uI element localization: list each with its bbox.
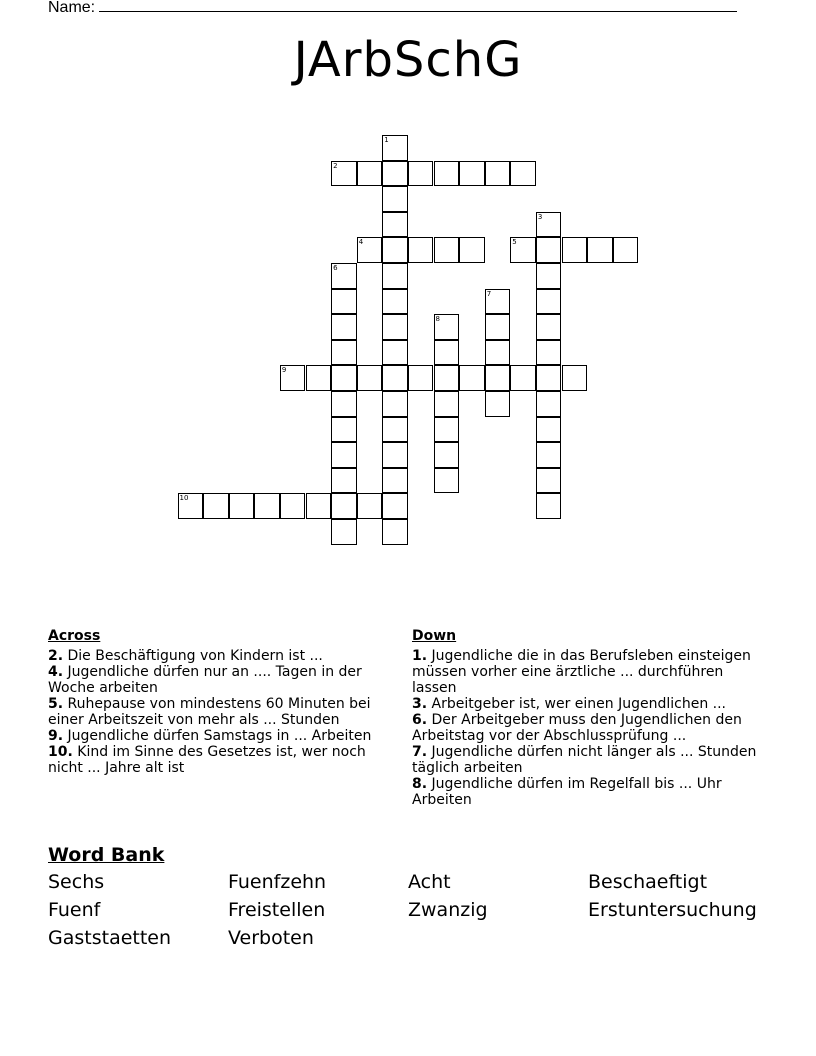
crossword-cell[interactable] [434, 161, 460, 187]
clue-number: 10. [48, 744, 73, 760]
crossword-cell[interactable] [382, 186, 408, 212]
crossword-cell[interactable] [382, 340, 408, 366]
crossword-cell[interactable] [536, 391, 562, 417]
word-bank-word: Fuenf [48, 899, 101, 921]
word-bank [48, 844, 768, 949]
crossword-cell[interactable] [485, 365, 511, 391]
crossword-cell[interactable] [280, 365, 306, 391]
cell-number: 6 [333, 264, 338, 272]
crossword-cell[interactable] [203, 493, 229, 519]
crossword-cell[interactable] [536, 289, 562, 315]
across-clue [48, 696, 398, 728]
clue-text: Jugendliche dürfen nur an .... Tagen in der Woche arbeiten [48, 664, 362, 696]
across-clue [48, 664, 398, 696]
crossword-cell[interactable] [382, 314, 408, 340]
crossword-cell[interactable] [357, 237, 383, 263]
word-bank-heading: Word Bank [48, 844, 165, 866]
crossword-cell[interactable] [331, 365, 357, 391]
clue-number: 5. [48, 696, 64, 712]
crossword-cell[interactable] [357, 493, 383, 519]
crossword-cell[interactable] [434, 417, 460, 443]
clue-text: Jugendliche dürfen im Regelfall bis ... Uhr Arbeiten [412, 776, 722, 808]
crossword-cell[interactable] [408, 365, 434, 391]
crossword-cell[interactable] [382, 289, 408, 315]
crossword-cell[interactable] [331, 417, 357, 443]
down-clue [412, 712, 768, 744]
crossword-cell[interactable] [331, 468, 357, 494]
crossword-cell[interactable] [536, 314, 562, 340]
word-bank-word: Erstuntersuchung [588, 899, 757, 921]
crossword-cell[interactable] [536, 237, 562, 263]
crossword-cell[interactable] [613, 237, 639, 263]
crossword-cell[interactable] [485, 289, 511, 315]
word-bank-word: Zwanzig [408, 899, 488, 921]
clue-text: Jugendliche die in das Berufsleben einsteigen müssen vorher eine ärztliche ... durchführen lassen [412, 648, 751, 696]
crossword-cell[interactable] [254, 493, 280, 519]
cell-number: 4 [358, 238, 364, 247]
crossword-cell[interactable] [382, 212, 408, 238]
cell-number: 8 [435, 315, 440, 324]
crossword-cell[interactable] [434, 468, 460, 494]
down-clue [412, 696, 768, 712]
crossword-cell[interactable] [382, 263, 408, 289]
across-clue [48, 728, 398, 744]
across-clue [48, 744, 398, 776]
crossword-cell[interactable] [280, 493, 306, 519]
crossword-cell[interactable] [562, 237, 588, 263]
crossword-cell[interactable] [485, 314, 511, 340]
crossword-cell[interactable] [382, 161, 408, 187]
clue-text: Jugendliche dürfen nicht länger als ... Stunden täglich arbeiten [412, 744, 757, 776]
crossword-cell[interactable] [382, 365, 408, 391]
crossword-cell[interactable] [408, 161, 434, 187]
clue-text: Arbeitgeber ist, wer einen Jugendlichen ... [431, 696, 726, 712]
crossword-cell[interactable] [382, 519, 408, 545]
crossword-cell[interactable] [382, 468, 408, 494]
clue-number: 3. [412, 696, 428, 712]
crossword-cell[interactable] [459, 161, 485, 187]
crossword-cell[interactable] [485, 391, 511, 417]
clue-number: 9. [48, 728, 64, 744]
clue-number: 7. [412, 744, 428, 760]
cell-number: 3 [537, 212, 543, 221]
crossword-cell[interactable] [434, 237, 460, 263]
word-bank-word: Beschaeftigt [588, 871, 708, 893]
word-bank-word: Fuenfzehn [228, 871, 327, 893]
clue-number: 1. [412, 648, 428, 664]
cell-number: 1 [384, 136, 389, 144]
crossword-cell[interactable] [536, 263, 562, 289]
crossword-cell[interactable] [434, 340, 460, 366]
crossword-cell[interactable] [306, 493, 332, 519]
down-clue [412, 744, 768, 776]
name-field[interactable] [48, 0, 737, 17]
clue-number: 4. [48, 664, 64, 680]
cell-number: 10 [179, 494, 189, 503]
word-bank-word: Acht [408, 871, 451, 893]
crossword-cell[interactable] [510, 161, 536, 187]
down-clue [412, 648, 768, 696]
crossword-cell[interactable] [382, 237, 408, 263]
crossword-cell[interactable] [331, 340, 357, 366]
crossword-cell[interactable] [434, 365, 460, 391]
clue-number: 8. [412, 776, 428, 792]
crossword-cell[interactable] [485, 340, 511, 366]
word-bank-word: Sechs [48, 871, 105, 893]
crossword-cell[interactable] [510, 237, 536, 263]
down-clue [412, 776, 768, 808]
across-heading: Across [48, 628, 101, 644]
name-underline [99, 0, 737, 12]
name-label: Name: [48, 0, 96, 16]
crossword-cell[interactable] [536, 417, 562, 443]
crossword-cell[interactable] [536, 493, 562, 519]
crossword-cell[interactable] [382, 493, 408, 519]
crossword-cell[interactable] [331, 442, 357, 468]
crossword-cell[interactable] [434, 391, 460, 417]
clue-text: Jugendliche dürfen Samstags in ... Arbeiten [67, 728, 372, 744]
crossword-cell[interactable] [178, 493, 204, 519]
clue-text: Kind im Sinne des Gesetzes ist, wer noch nicht ... Jahre alt ist [48, 744, 366, 776]
cell-number: 2 [333, 161, 338, 170]
crossword-cell[interactable] [331, 289, 357, 315]
crossword-cell[interactable] [331, 263, 357, 289]
crossword-cell[interactable] [510, 365, 536, 391]
crossword-cell[interactable] [331, 161, 357, 187]
crossword-cell[interactable] [536, 442, 562, 468]
down-clues [412, 628, 768, 808]
crossword-cell[interactable] [587, 237, 613, 263]
crossword-cell[interactable] [562, 365, 588, 391]
crossword-cell[interactable] [357, 161, 383, 187]
across-clues [48, 628, 398, 776]
crossword-cell[interactable] [485, 161, 511, 187]
crossword-cell[interactable] [408, 237, 434, 263]
crossword-cell[interactable] [382, 135, 408, 161]
crossword-cell[interactable] [382, 417, 408, 443]
clue-number: 2. [48, 648, 64, 664]
word-bank-word: Gaststaetten [48, 927, 172, 949]
crossword-cell[interactable] [536, 212, 562, 238]
cell-number: 9 [281, 366, 287, 375]
crossword-cell[interactable] [536, 365, 562, 391]
crossword-cell[interactable] [331, 519, 357, 545]
crossword-cell[interactable] [331, 314, 357, 340]
crossword-cell[interactable] [357, 365, 383, 391]
page-title: JArbSchG [293, 32, 523, 88]
crossword-cell[interactable] [459, 237, 485, 263]
crossword-cell[interactable] [331, 493, 357, 519]
clue-text: Der Arbeitgeber muss den Jugendlichen den Arbeitstag vor der Abschlussprüfung ... [412, 712, 742, 744]
crossword-cell[interactable] [536, 468, 562, 494]
crossword-cell[interactable] [229, 493, 255, 519]
crossword-cell[interactable] [382, 391, 408, 417]
crossword-cell[interactable] [331, 391, 357, 417]
word-bank-word: Freistellen [228, 899, 326, 921]
crossword-cell[interactable] [382, 442, 408, 468]
cell-number: 7 [486, 289, 492, 298]
across-clue [48, 648, 398, 664]
cell-number: 5 [512, 238, 517, 247]
crossword-cell[interactable] [459, 365, 485, 391]
crossword-cell[interactable] [434, 314, 460, 340]
clue-text: Die Beschäftigung von Kindern ist ... [67, 648, 323, 664]
crossword-cell[interactable] [306, 365, 332, 391]
clue-text: Ruhepause von mindestens 60 Minuten bei einer Arbeitszeit von mehr als ... Stunden [48, 696, 371, 728]
clue-number: 6. [412, 712, 428, 728]
down-heading: Down [412, 628, 457, 644]
crossword-cell[interactable] [434, 442, 460, 468]
word-bank-word: Verboten [228, 927, 314, 949]
crossword-cell[interactable] [536, 340, 562, 366]
